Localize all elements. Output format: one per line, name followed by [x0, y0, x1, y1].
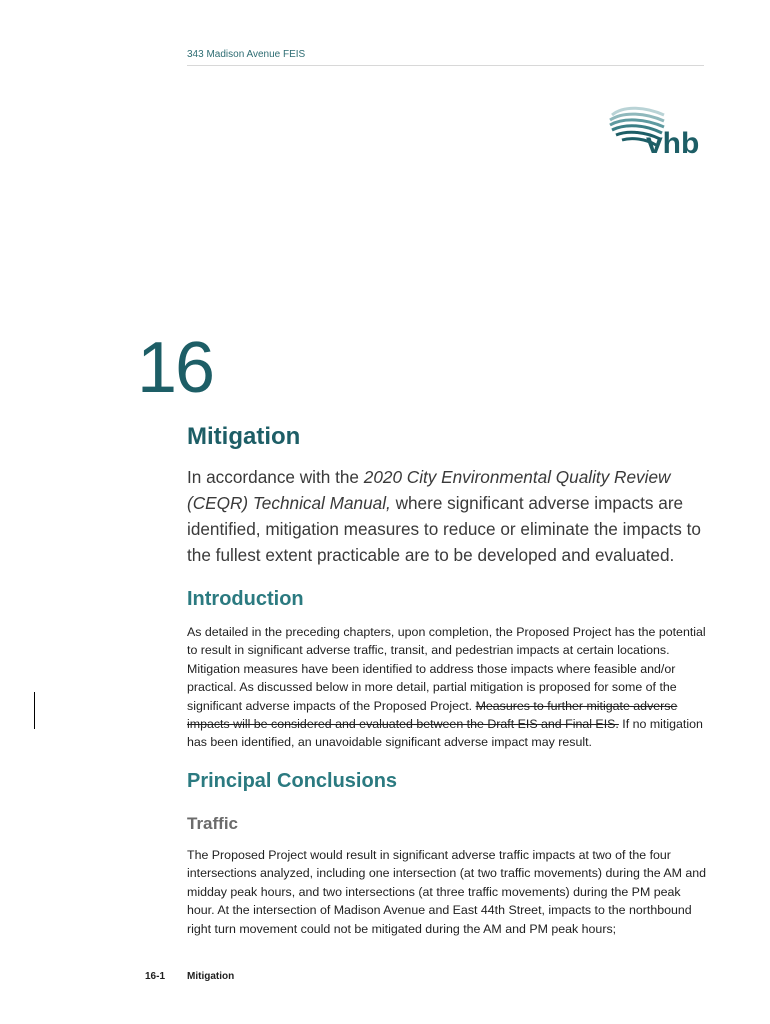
chapter-number: 16: [137, 328, 214, 408]
logo-text: vhb: [646, 127, 700, 159]
header-divider: [187, 65, 704, 66]
traffic-paragraph: The Proposed Project would result in significant adverse traffic impacts at two of the four intersections analyzed, including one intersection (at two traffic movements) during the AM and midday peak hours, and two intersections (at three traffic movements) during the PM peak hour. At the intersection of Madison Avenue and East 44th Street, impacts to the northbound right turn movement could not be mitigated during the AM and PM peak hours;: [187, 848, 707, 936]
footer-chapter-label: Mitigation: [187, 971, 235, 982]
traffic-heading: Traffic: [187, 814, 239, 833]
running-header: 343 Madison Avenue FEIS: [187, 49, 306, 60]
lead-text-2: where significant adverse impacts are identified, mitigation measures to reduce or eliminate the impacts to the fullest extent practicable are to be developed and evaluated.: [187, 493, 701, 565]
lead-text-1: In accordance with the: [187, 467, 364, 487]
revision-change-bar: [34, 692, 35, 729]
intro-text-2: If no mitigation has been identified, an unavoidable significant adverse impact may result.: [187, 717, 703, 750]
page-number: 16-1: [145, 971, 166, 982]
intro-text-1: As detailed in the preceding chapters, upon completion, the Proposed Project has the potential to result in significant adverse traffic, transit, and pedestrian impacts at certain locations. Mitigation measures have been identified to address those impacts where feasible and/or practical. As discussed below in more detail, partial mitigation is proposed for some of the significant adverse impacts of the Proposed Project.: [187, 625, 706, 713]
chapter-lead-paragraph: [187, 464, 707, 568]
vhb-logo: [606, 103, 704, 159]
introduction-paragraph: [187, 623, 707, 752]
principal-conclusions-heading: Principal Conclusions: [187, 770, 398, 792]
chapter-title: Mitigation: [187, 423, 301, 450]
introduction-heading: Introduction: [187, 588, 304, 610]
intro-struck-text: Measures to further mitigate adverse impacts will be considered and evaluated between the Draft EIS and Final EIS.: [187, 698, 678, 732]
lead-manual-title: 2020 City Environmental Quality Review (CEQR) Technical Manual,: [187, 467, 671, 513]
